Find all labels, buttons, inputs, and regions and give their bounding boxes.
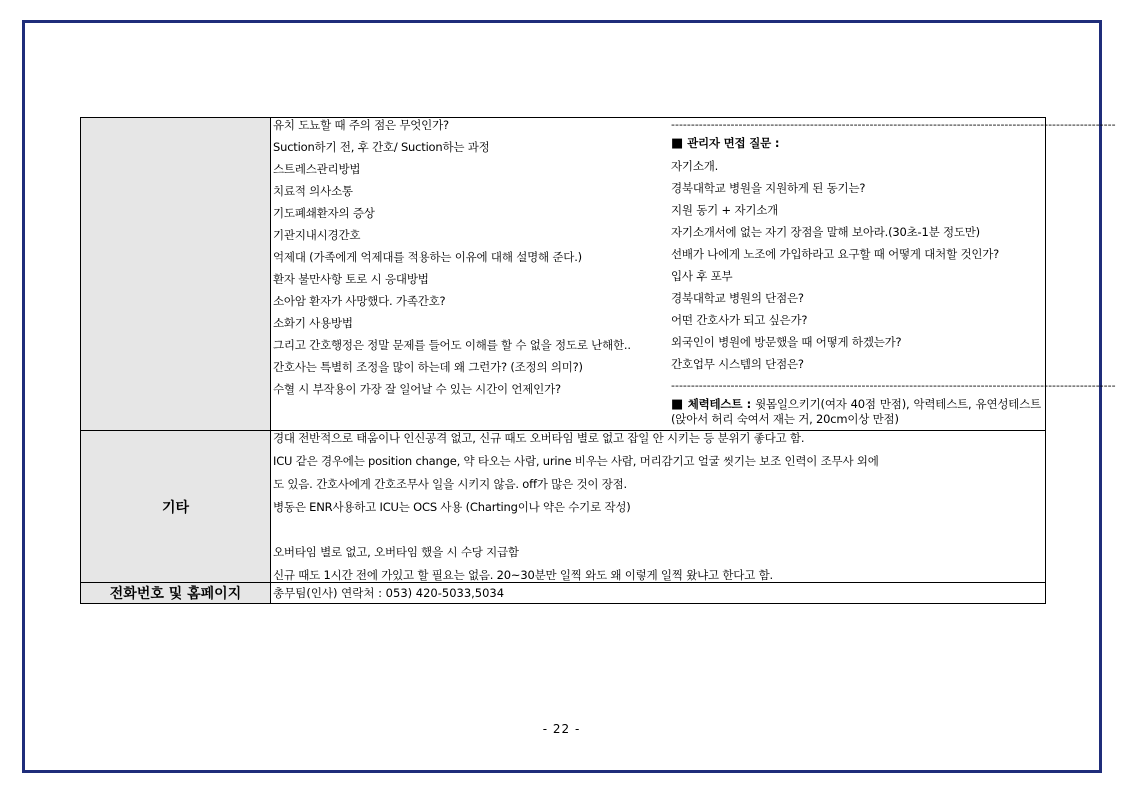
questions-row (81, 118, 1046, 431)
list-item: Suction하기 전, 후 간호/ Suction하는 과정 (273, 140, 490, 154)
square-bullet-icon: ■ (671, 136, 684, 151)
fitness-section-text: 윗몸일으키기(여자 40점 만점), 악력테스트, 유연성테스트(앉아서 허리 숙여서 재는 거, 20cm이상 만점) (671, 397, 1041, 426)
questions-label-cell (81, 118, 271, 431)
other-line: 병동은 ENR사용하고 ICU는 OCS 사용 (Charting이나 약은 수기로 작성) (273, 500, 631, 514)
dashed-separator: ---------------------------------------------------------------------------------------------------------------- (671, 118, 1116, 131)
other-row (81, 431, 1046, 583)
phone-label: 전화번호 및 홈페이지 (81, 583, 271, 604)
list-item: 억제대 (가족에게 억제대를 적용하는 이유에 대해 설명해 준다.) (273, 250, 582, 264)
interview-table (80, 117, 1116, 604)
list-item: 스트레스관리방법 (273, 162, 361, 176)
nursing-questions-list (273, 118, 647, 430)
list-item: 환자 불만사항 토로 시 응대방법 (273, 272, 429, 286)
list-item: 치료적 의사소통 (273, 184, 353, 198)
list-item: 지원 동기 + 자기소개 (671, 203, 779, 217)
fitness-section-title: 체력테스트 : (687, 397, 752, 411)
list-item: 자기소개. (671, 159, 719, 173)
list-item: 그리고 간호행정은 정말 문제를 들어도 이해를 할 수 없을 정도로 난해한.. (273, 338, 631, 352)
list-item: 기도폐쇄환자의 증상 (273, 206, 375, 220)
other-line: 오버타임 별로 없고, 오버타임 했을 시 수당 지급함 (273, 545, 519, 559)
phone-row (81, 583, 1046, 604)
list-item: 소아암 환자가 사망했다. 가족간호? (273, 294, 446, 308)
page-number: - 22 - (542, 722, 581, 736)
other-line: 신규 때도 1시간 전에 가있고 할 필요는 없음. 20~30분만 일찍 와도 왜 이렇게 일찍 왔냐고 한다고 함. (273, 568, 773, 582)
other-line: 도 있음. 간호사에게 간호조무사 일을 시키지 않음. off가 많은 것이 장점. (273, 477, 627, 491)
list-item: 외국인이 병원에 방문했을 때 어떻게 하겠는가? (671, 335, 902, 349)
square-bullet-icon: ■ (671, 397, 684, 412)
list-item: 경북대학교 병원을 지원하게 된 동기는? (671, 181, 866, 195)
admin-section-heading (671, 132, 1041, 155)
admin-questions-column (671, 118, 1116, 430)
other-line: 경대 전반적으로 태움이나 인신공격 없고, 신규 때도 오버타임 별로 없고 잡일 안 시키는 등 분위기 좋다고 함. (273, 431, 805, 445)
list-item: 수혈 시 부작용이 가장 잘 일어날 수 있는 시간이 언제인가? (273, 382, 561, 396)
fitness-section (671, 393, 1041, 430)
admin-section-title: 관리자 면접 질문 : (687, 136, 780, 150)
list-item: 기관지내시경간호 (273, 228, 361, 242)
list-item: 자기소개서에 없는 자기 장점을 말해 보아라.(30초-1분 정도만) (671, 225, 980, 239)
list-item: 간호사는 특별히 조정을 많이 하는데 왜 그런가? (조정의 의미?) (273, 360, 583, 374)
phone-contact-text: 총무팀(인사) 연락처 : 053) 420-5033,5034 (271, 583, 1046, 604)
other-line: ICU 같은 경우에는 position change, 약 타오는 사람, urine 비우는 사람, 머리감기고 얼굴 씻기는 보조 인력이 조무사 외에 (273, 454, 879, 468)
list-item: 소화기 사용방법 (273, 316, 353, 330)
list-item: 입사 후 포부 (671, 269, 733, 283)
list-item: 경북대학교 병원의 단점은? (671, 291, 804, 305)
list-item: 선배가 나에게 노조에 가입하라고 요구할 때 어떻게 대처할 것인가? (671, 247, 1000, 261)
spacer (273, 519, 1043, 541)
list-item: 어떤 간호사가 되고 싶은가? (671, 313, 808, 327)
questions-content-cell (271, 118, 1116, 431)
other-label: 기타 (81, 431, 271, 583)
list-item: 유치 도뇨할 때 주의 점은 무엇인가? (273, 118, 449, 132)
dashed-separator: ---------------------------------------------------------------------------------------------------------------- (671, 379, 1116, 392)
list-item: 간호업무 시스템의 단점은? (671, 357, 804, 371)
other-content-cell (271, 431, 1046, 583)
